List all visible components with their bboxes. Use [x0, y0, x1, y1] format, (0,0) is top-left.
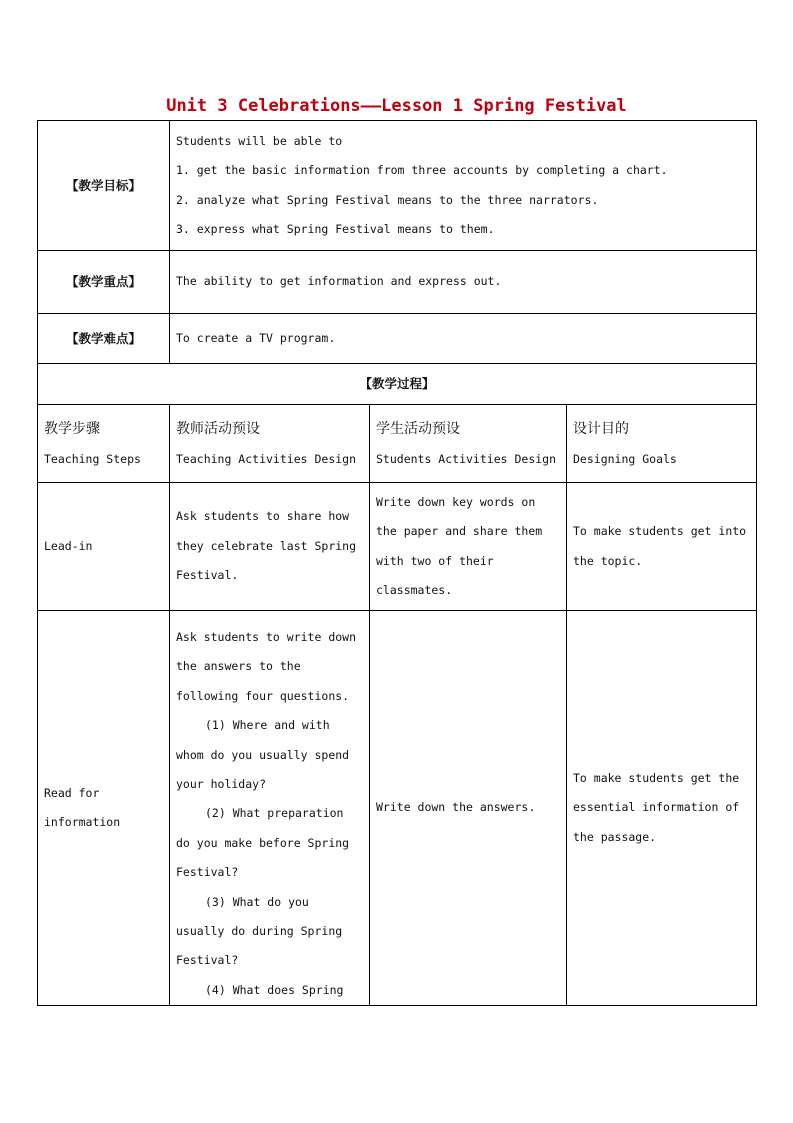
teacher-text: (1) Where and with: [205, 718, 330, 733]
step-cell: [38, 611, 170, 1006]
key-points-row: [38, 251, 757, 314]
header-zh: 教学步骤: [44, 420, 100, 437]
student-cell: [370, 483, 567, 611]
student-text: Write down key words on: [376, 494, 536, 509]
teacher-text: your holiday?: [176, 777, 267, 792]
teacher-text: do you make before Spring: [176, 835, 350, 850]
teacher-text: (3) What do you: [205, 894, 309, 909]
header-student-activities: [370, 405, 567, 483]
objectives-content: [170, 121, 757, 251]
key-points-label: 【教学重点】: [38, 251, 170, 314]
teacher-text: (2) What preparation: [205, 806, 344, 821]
teacher-text: Festival?: [176, 953, 239, 968]
student-text: classmates.: [376, 582, 453, 597]
difficulties-content: To create a TV program.: [170, 314, 757, 364]
teacher-text: Festival?: [176, 865, 239, 880]
lesson-plan-table: [37, 120, 757, 1006]
goal-text: essential information of: [573, 800, 740, 815]
header-en: Teaching Activities Design: [176, 451, 357, 466]
goal-text: the topic.: [573, 553, 643, 568]
difficulties-row: [38, 314, 757, 364]
goal-text: To make students get the: [573, 771, 740, 786]
objectives-label: 【教学目标】: [38, 121, 170, 251]
student-text: the paper and share them: [376, 524, 543, 539]
header-zh: 教师活动预设: [176, 420, 260, 437]
process-heading: 【教学过程】: [38, 364, 757, 405]
goal-text: the passage.: [573, 829, 657, 844]
header-zh: 学生活动预设: [376, 420, 460, 437]
student-text: with two of their: [376, 553, 494, 568]
goal-text: To make students get into: [573, 524, 747, 539]
objectives-line: 3. express what Spring Festival means to them.: [176, 221, 495, 236]
header-teacher-activities: [170, 405, 370, 483]
student-text: Write down the answers.: [376, 800, 536, 815]
step-cell: [38, 483, 170, 611]
teacher-cell: [170, 483, 370, 611]
teacher-text: (4) What does Spring: [205, 982, 344, 997]
teacher-text: Ask students to share how: [176, 509, 350, 524]
teacher-text: Ask students to write down: [176, 630, 357, 644]
table-row: [38, 611, 757, 1006]
teacher-cell: [170, 611, 370, 1006]
process-heading-row: [38, 364, 757, 405]
step-text: Read for: [44, 785, 100, 800]
step-text: Lead-in: [44, 538, 93, 553]
student-cell: [370, 611, 567, 1006]
process-header-row: [38, 405, 757, 483]
table-row: [38, 483, 757, 611]
header-teaching-steps: [38, 405, 170, 483]
objectives-line: 2. analyze what Spring Festival means to the three narrators.: [176, 192, 599, 207]
teacher-text: following four questions.: [176, 688, 350, 703]
teacher-text: usually do during Spring: [176, 924, 343, 939]
header-design-goals: [567, 405, 757, 483]
objectives-row: [38, 121, 757, 251]
goal-cell: [567, 483, 757, 611]
teacher-text: Festival.: [176, 568, 239, 583]
header-en: Students Activities Design: [376, 451, 557, 466]
teacher-text: the answers to the: [176, 659, 301, 674]
header-en: Teaching Steps: [44, 451, 141, 466]
document-title: Unit 3 Celebrations——Lesson 1 Spring Festival: [166, 96, 627, 116]
teacher-text: whom do you usually spend: [176, 747, 350, 762]
goal-cell: [567, 611, 757, 1006]
teacher-text: they celebrate last Spring: [176, 538, 357, 553]
objectives-line: 1. get the basic information from three accounts by completing a chart.: [176, 163, 668, 178]
difficulties-label: 【教学难点】: [38, 314, 170, 364]
header-zh: 设计目的: [573, 420, 629, 437]
key-points-content: The ability to get information and express out.: [170, 251, 757, 314]
header-en: Designing Goals: [573, 451, 677, 466]
step-text: information: [44, 815, 121, 830]
objectives-line: Students will be able to: [176, 133, 343, 148]
